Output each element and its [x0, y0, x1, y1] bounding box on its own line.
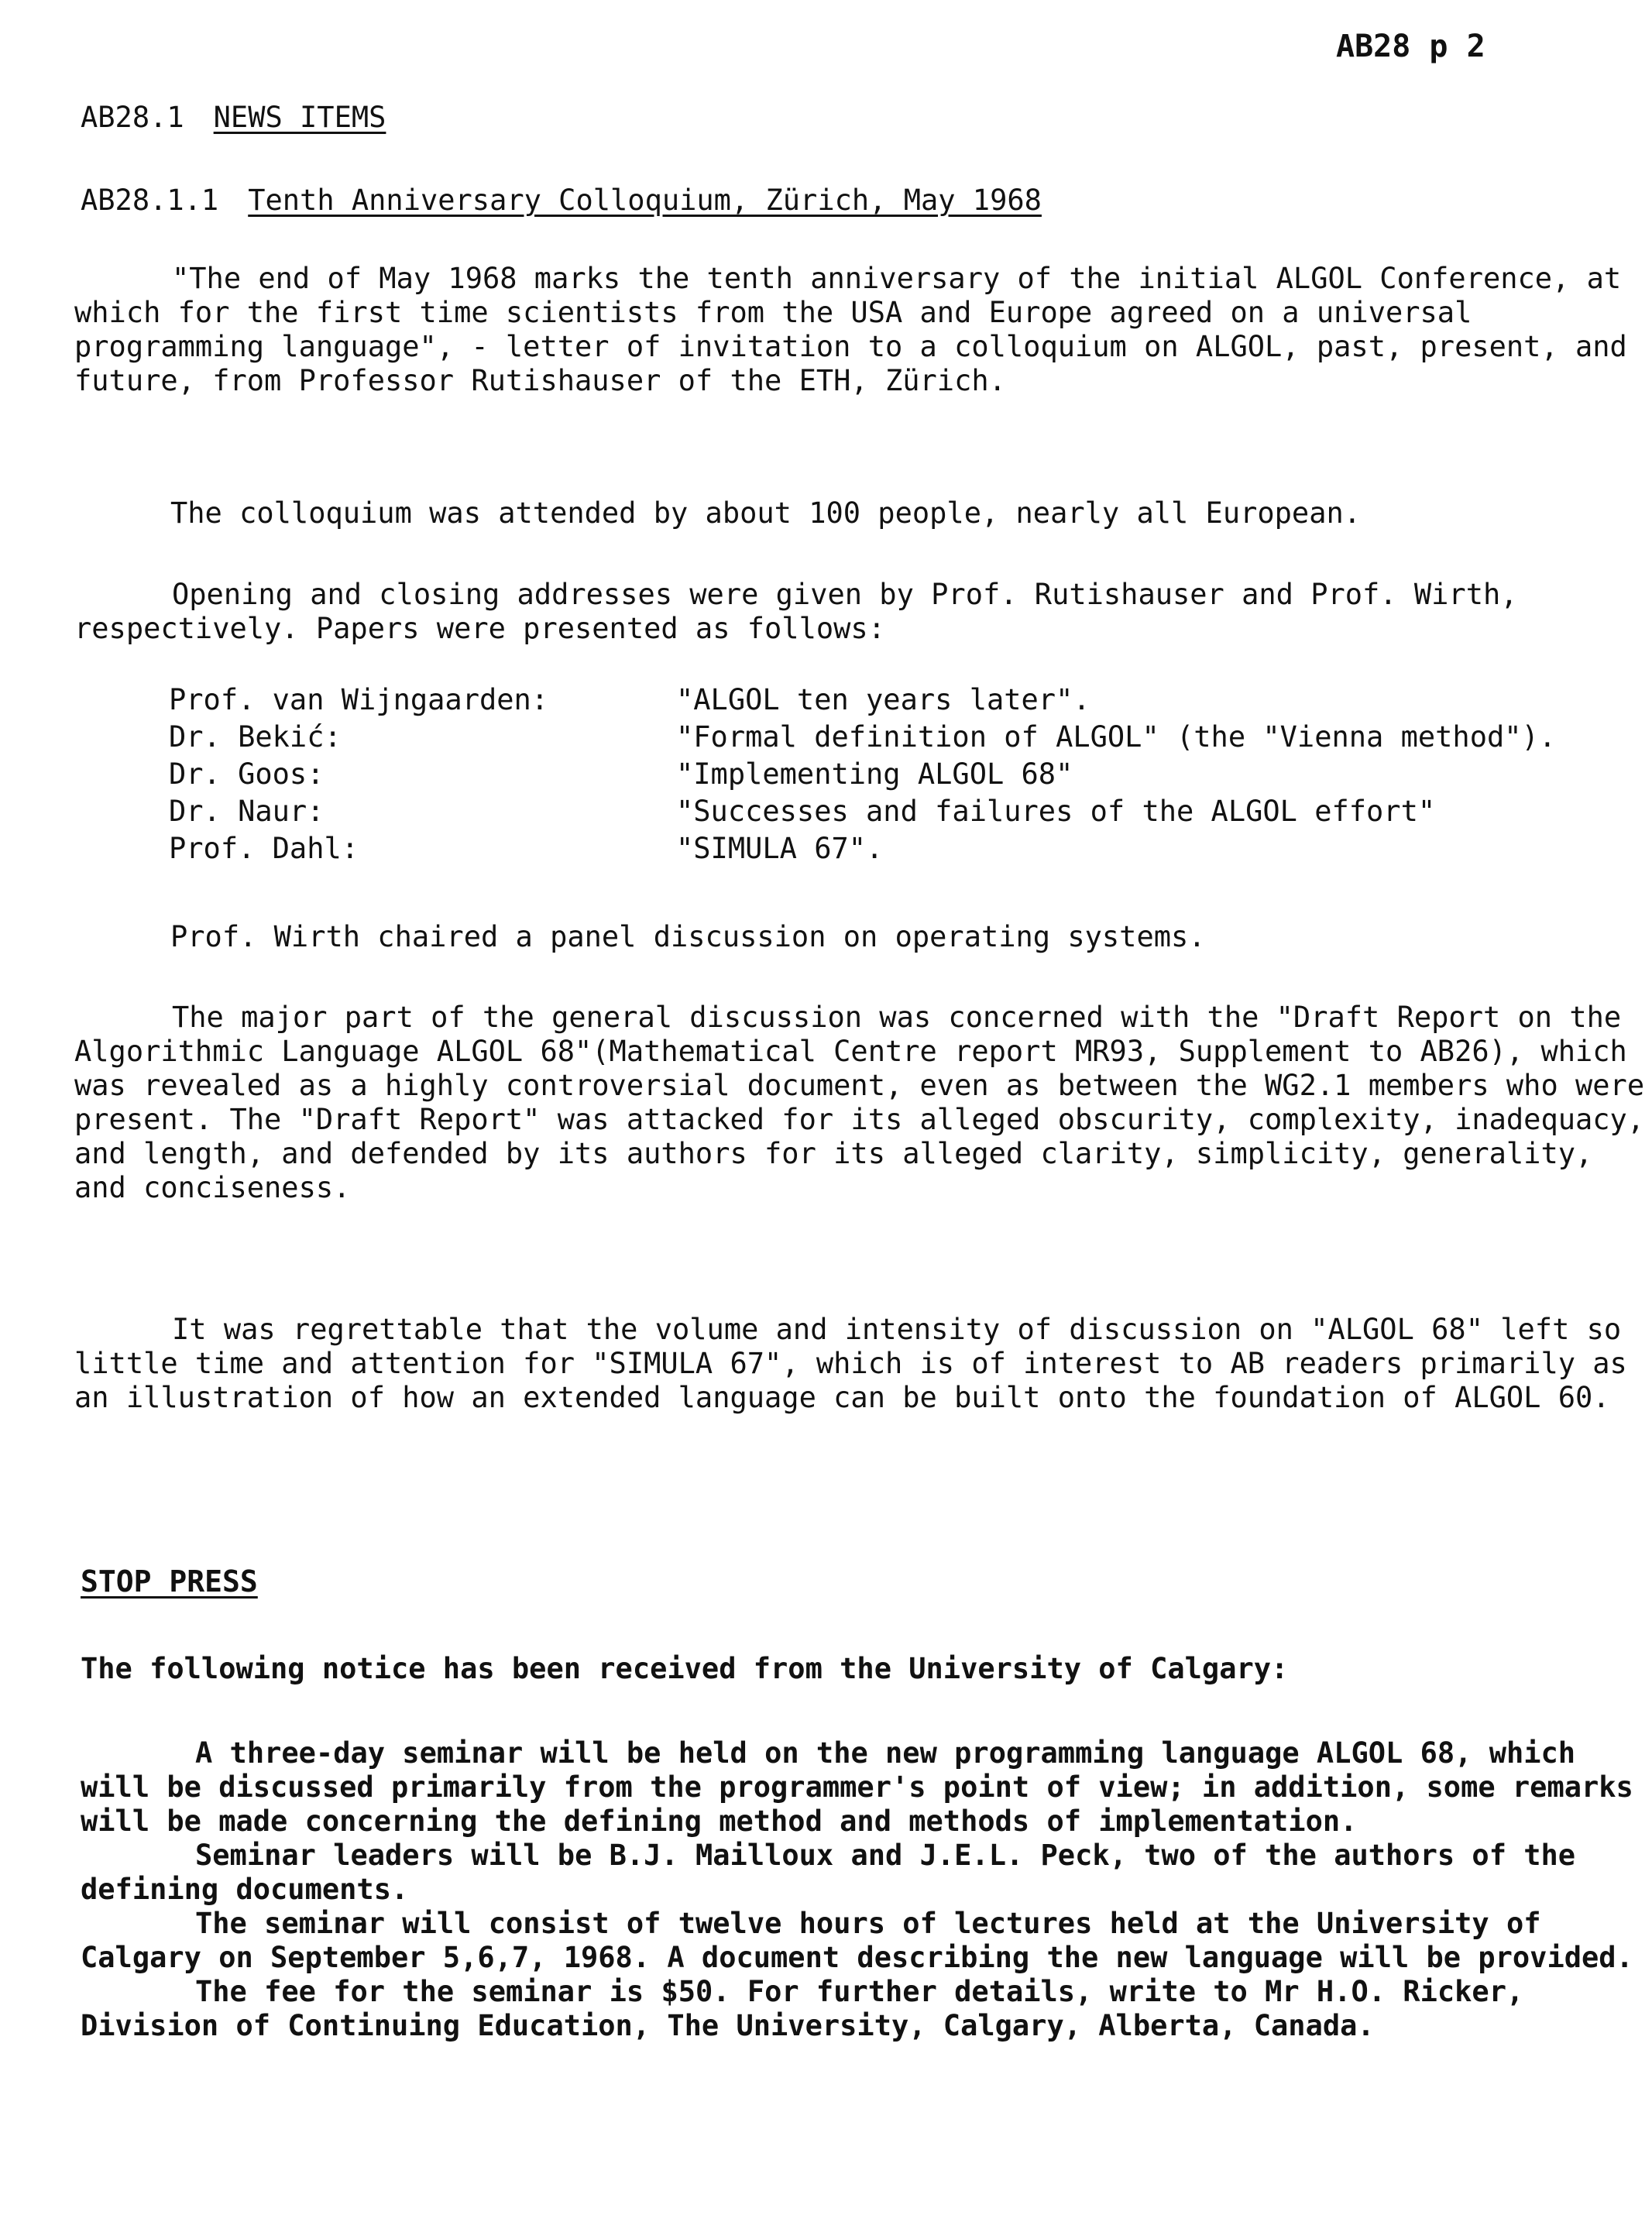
page-number: AB28 p 2: [1336, 29, 1485, 64]
list-item: [169, 830, 1556, 867]
paragraph-panel: Prof. Wirth chaired a panel discussion on operating systems.: [170, 920, 1206, 953]
notice-paragraph: The seminar will consist of twelve hours of lectures held at the University of Calgary on September 5,6,7, 1968. A document describing the new language will be provided.: [81, 1907, 1633, 1974]
paragraph-invitation: "The end of May 1968 marks the tenth anniversary of the initial ALGOL Conference, at which for the first time scientists from the USA and Europe agreed on a universal programming language", - letter of invitation to a colloquium on ALGOL, past, present, and future, from Professor Rutishauser of the ETH, Zürich.: [74, 262, 1627, 397]
subsection-heading: [81, 184, 1042, 218]
stop-press-heading: STOP PRESS: [81, 1564, 258, 1599]
paper-title: "Implementing ALGOL 68": [676, 757, 1073, 791]
section-heading: [81, 101, 386, 135]
notice-paragraph: Seminar leaders will be B.J. Mailloux and J.E.L. Peck, two of the authors of the defining documents.: [81, 1839, 1576, 1906]
papers-list: [169, 682, 1556, 867]
section-title: NEWS ITEMS: [213, 101, 386, 134]
list-item: [169, 793, 1556, 830]
paragraph-simula: It was regrettable that the volume and intensity of discussion on "ALGOL 68" left so little time and attention for "SIMULA 67", which is of interest to AB readers primarily as an illustration of how an extended language can be built onto the foundation of ALGOL 60.: [74, 1313, 1627, 1414]
paper-speaker: Prof. van Wijngaarden:: [169, 683, 549, 716]
paper-title: "SIMULA 67".: [676, 832, 884, 865]
stop-press-intro: The following notice has been received from the University of Calgary:: [81, 1652, 1289, 1685]
paper-title: "ALGOL ten years later".: [676, 683, 1090, 716]
list-item: [169, 756, 1556, 793]
paper-speaker: Prof. Dahl:: [169, 832, 359, 865]
paragraph-attendance: The colloquium was attended by about 100 people, nearly all European.: [170, 496, 1362, 530]
notice-paragraph: The fee for the seminar is $50. For further details, write to Mr H.O. Ricker, Division of Continuing Education, The University, Calgary, Alberta, Canada.: [81, 1975, 1524, 2042]
section-number: AB28.1: [81, 101, 184, 134]
notice-paragraph: A three-day seminar will be held on the new programming language ALGOL 68, which will be discussed primarily from the programmer's point of view; in addition, some remarks will be made concerning the defining method and methods of implementation.: [81, 1736, 1633, 1838]
list-item: [169, 719, 1556, 756]
paragraph-addresses: Opening and closing addresses were given by Prof. Rutishauser and Prof. Wirth, respectively. Papers were presented as follows:: [74, 578, 1518, 645]
subsection-number: AB28.1.1: [81, 184, 219, 217]
paragraph-discussion: The major part of the general discussion was concerned with the "Draft Report on the Algorithmic Language ALGOL 68"(Mathematical Centre report MR93, Supplement to AB26), which was revealed as a highly controversial document, even as between the WG2.1 members who were present. The "Draft Report" was attacked for its alleged obscurity, complexity, inadequacy, and length, and defended by its authors for its alleged clarity, simplicity, generality, and conciseness.: [74, 1001, 1645, 1204]
calgary-notice: [81, 1736, 1637, 2043]
paper-speaker: Dr. Naur:: [169, 795, 325, 828]
paper-title: "Formal definition of ALGOL" (the "Vienna method").: [676, 720, 1557, 754]
paper-speaker: Dr. Bekić:: [169, 720, 342, 754]
paper-speaker: Dr. Goos:: [169, 757, 325, 791]
list-item: [169, 682, 1556, 719]
paper-title: "Successes and failures of the ALGOL effort": [676, 795, 1436, 828]
subsection-title: Tenth Anniversary Colloquium, Zürich, May 1968: [248, 184, 1042, 217]
